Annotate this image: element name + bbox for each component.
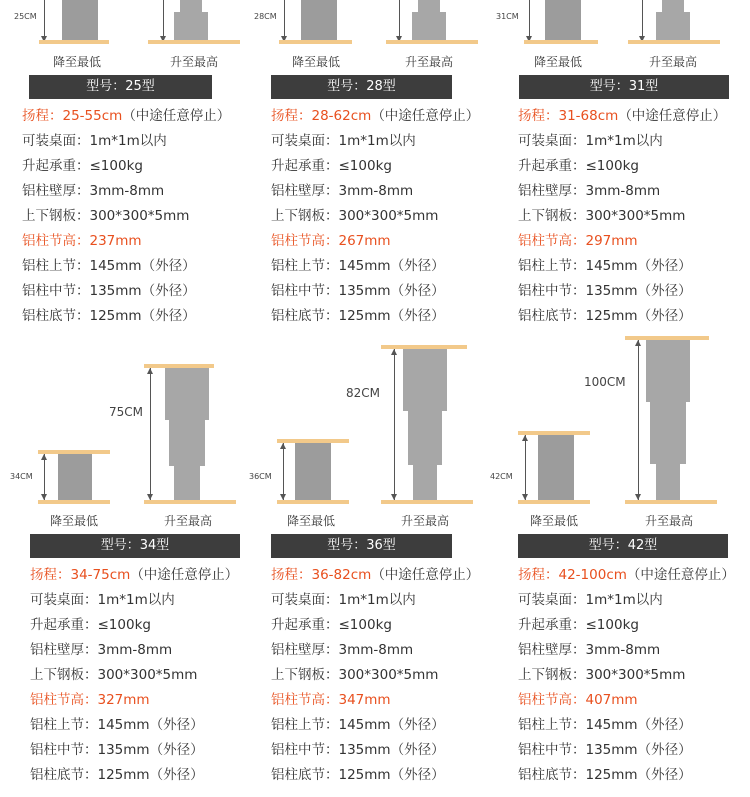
spec-wall: 铝柱壁厚：3mm-8mm [30,642,173,658]
spec-plate: 上下钢板：300*300*5mm [518,667,686,683]
plate-highest [628,40,720,44]
spec-list [30,563,275,788]
spec-section-height: 铝柱节高：237mm [22,233,142,249]
height-diagram [10,360,275,532]
spec-list [271,563,516,788]
column-lowest [295,443,331,500]
column-section-bottom [174,466,200,500]
dimension-line [44,0,45,40]
plate-highest [148,40,240,44]
model-card-31 [496,0,750,324]
dimension-line [525,435,526,500]
arrow-icon [280,443,286,449]
model-badge: 型号：25型 [29,75,212,99]
column-lowest [538,435,574,500]
spec-desk: 可装桌面：1m*1m以内 [30,592,175,608]
caption-highest: 升至最高 [170,55,219,69]
model-badge: 型号：42型 [518,534,728,558]
dimension-line [399,0,400,40]
plate-lowest [39,40,109,44]
column-highest [418,0,440,12]
plate-highest [386,40,478,44]
max-height-label: 82CM [346,386,381,400]
spec-plate: 上下钢板：300*300*5mm [30,667,198,683]
column-highest [180,0,202,12]
spec-section-height: 铝柱节高：297mm [518,233,638,249]
min-height-label: 42CM [490,472,513,481]
column-highest [662,0,684,12]
column-section-middle [169,420,205,466]
spec-bottom: 铝柱底节：125mm（外径） [271,308,445,324]
caption-lowest: 降至最低 [534,55,583,69]
spec-load: 升起承重：≤100kg [271,617,392,633]
model-badge: 型号：36型 [271,534,452,558]
spec-section-height: 铝柱节高：407mm [518,692,638,708]
spec-wall: 铝柱壁厚：3mm-8mm [271,183,414,199]
spec-stroke: 扬程：34-75cm（中途任意停止） [30,567,239,583]
spec-wall: 铝柱壁厚：3mm-8mm [271,642,414,658]
spec-middle: 铝柱中节：135mm（外径） [518,283,692,299]
column-lowest [58,454,92,500]
height-diagram [14,0,267,70]
caption-lowest: 降至最低 [50,514,99,528]
plate-bottom-lowest [518,500,590,504]
spec-desk: 可装桌面：1m*1m以内 [518,133,663,149]
height-diagram [496,0,750,70]
spec-load: 升起承重：≤100kg [22,158,143,174]
min-height-label: 25CM [14,12,37,21]
spec-plate: 上下钢板：300*300*5mm [271,667,439,683]
caption-lowest: 降至最低 [292,55,341,69]
spec-desk: 可装桌面：1m*1m以内 [271,133,416,149]
column-lowest [62,0,98,40]
spec-middle: 铝柱中节：135mm（外径） [271,742,445,758]
plate-bottom-highest [625,500,717,504]
column-lowest [301,0,337,40]
spec-desk: 可装桌面：1m*1m以内 [22,133,167,149]
model-card-42 [490,330,750,783]
spec-bottom: 铝柱底节：125mm（外径） [22,308,196,324]
caption-highest: 升至最高 [401,514,450,528]
dimension-line [638,340,639,500]
column-section-upper [403,349,447,411]
spec-stroke: 扬程：31-68cm（中途任意停止） [518,108,727,124]
spec-upper: 铝柱上节：145mm（外径） [30,717,204,733]
model-badge: 型号：31型 [519,75,729,99]
model-card-25 [14,0,267,324]
model-card-36 [249,340,516,783]
dimension-line [150,368,151,500]
spec-wall: 铝柱壁厚：3mm-8mm [22,183,165,199]
spec-middle: 铝柱中节：135mm（外径） [22,283,196,299]
min-height-label: 34CM [10,472,33,481]
dimension-line [642,0,643,40]
spec-section-height: 铝柱节高：327mm [30,692,150,708]
min-height-label: 28CM [254,12,277,21]
plate-bottom-lowest [277,500,349,504]
spec-stroke: 扬程：42-100cm（中途任意停止） [518,567,735,583]
spec-list [518,563,750,788]
spec-bottom: 铝柱底节：125mm（外径） [518,308,692,324]
spec-middle: 铝柱中节：135mm（外径） [271,283,445,299]
spec-upper: 铝柱上节：145mm（外径） [271,258,445,274]
column-section-bottom [656,464,680,500]
spec-list [518,104,750,329]
caption-lowest: 降至最低 [530,514,579,528]
spec-desk: 可装桌面：1m*1m以内 [518,592,663,608]
caption-highest: 升至最高 [649,55,698,69]
max-height-label: 100CM [584,375,626,389]
min-height-label: 31CM [496,12,519,21]
caption-highest: 升至最高 [164,514,213,528]
arrow-icon [41,454,47,460]
height-diagram [490,330,750,532]
model-card-28 [254,0,516,324]
arrow-icon [522,435,528,441]
spec-list [271,104,516,329]
spec-upper: 铝柱上节：145mm（外径） [518,258,692,274]
column-section-upper [165,368,209,420]
arrow-icon [147,368,153,374]
plate-lowest [524,40,598,44]
dimension-line [284,0,285,40]
column-highest-base [656,12,690,40]
caption-lowest: 降至最低 [53,55,102,69]
spec-section-height: 铝柱节高：267mm [271,233,391,249]
spec-wall: 铝柱壁厚：3mm-8mm [518,642,661,658]
spec-middle: 铝柱中节：135mm（外径） [30,742,204,758]
dimension-line [394,349,395,500]
spec-section-height: 铝柱节高：347mm [271,692,391,708]
spec-bottom: 铝柱底节：125mm（外径） [30,767,204,783]
spec-plate: 上下钢板：300*300*5mm [271,208,439,224]
dimension-line [283,443,284,500]
spec-bottom: 铝柱底节：125mm（外径） [271,767,445,783]
plate-bottom-lowest [38,500,110,504]
spec-plate: 上下钢板：300*300*5mm [518,208,686,224]
spec-plate: 上下钢板：300*300*5mm [22,208,190,224]
spec-wall: 铝柱壁厚：3mm-8mm [518,183,661,199]
spec-middle: 铝柱中节：135mm（外径） [518,742,692,758]
column-lowest [545,0,581,40]
column-section-bottom [413,465,437,500]
column-highest-base [412,12,446,40]
min-height-label: 36CM [249,472,272,481]
spec-stroke: 扬程：36-82cm（中途任意停止） [271,567,480,583]
height-diagram [254,0,516,70]
caption-highest: 升至最高 [645,514,694,528]
arrow-icon [391,349,397,355]
caption-highest: 升至最高 [405,55,454,69]
height-diagram [249,340,516,532]
model-badge: 型号：28型 [271,75,452,99]
spec-upper: 铝柱上节：145mm（外径） [22,258,196,274]
spec-stroke: 扬程：25-55cm（中途任意停止） [22,108,231,124]
column-section-upper [646,340,690,402]
spec-bottom: 铝柱底节：125mm（外径） [518,767,692,783]
column-section-middle [408,411,442,465]
spec-load: 升起承重：≤100kg [518,158,639,174]
spec-upper: 铝柱上节：145mm（外径） [518,717,692,733]
caption-lowest: 降至最低 [287,514,336,528]
column-highest-base [174,12,208,40]
plate-bottom-highest [381,500,473,504]
spec-desk: 可装桌面：1m*1m以内 [271,592,416,608]
spec-stroke: 扬程：28-62cm（中途任意停止） [271,108,480,124]
model-badge: 型号：34型 [30,534,240,558]
plate-lowest [279,40,352,44]
column-section-middle [650,402,686,464]
spec-list [22,104,267,329]
dimension-line [529,0,530,40]
spec-load: 升起承重：≤100kg [30,617,151,633]
plate-bottom-highest [144,500,236,504]
dimension-line [163,0,164,40]
spec-load: 升起承重：≤100kg [271,158,392,174]
spec-load: 升起承重：≤100kg [518,617,639,633]
model-card-34 [10,360,275,783]
arrow-icon [635,340,641,346]
spec-upper: 铝柱上节：145mm（外径） [271,717,445,733]
max-height-label: 75CM [109,405,144,419]
